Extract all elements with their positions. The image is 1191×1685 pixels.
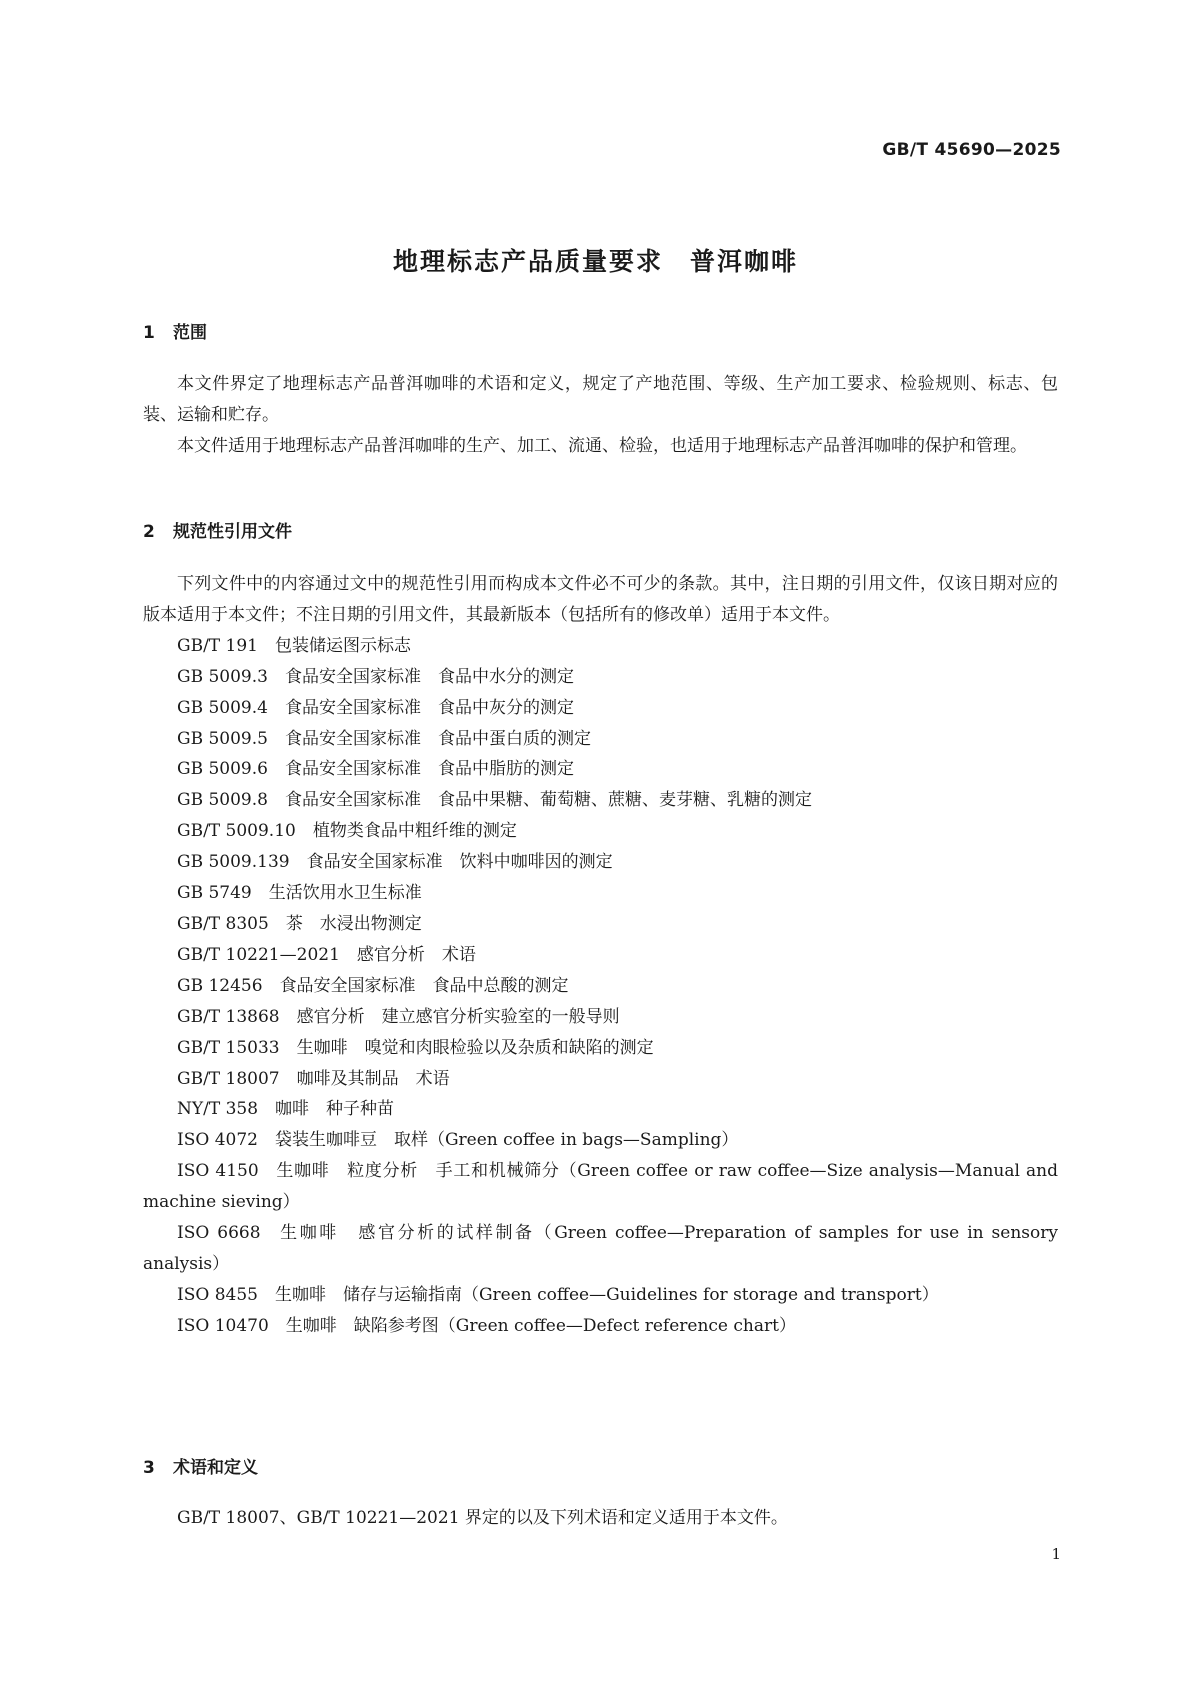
paragraph: 本文件界定了地理标志产品普洱咖啡的术语和定义，规定了产地范围、等级、生产加工要求、检验规则、标志、包装、运输和贮存。: [143, 374, 1058, 425]
reference-code: GB/T 15033: [177, 1037, 280, 1058]
reference-title: 包装储运图示标志: [275, 635, 411, 656]
intro-paragraph: 下列文件中的内容通过文中的规范性引用而构成本文件必不可少的条款。其中，注日期的引用文件，仅该日期对应的版本适用于本文件；不注日期的引用文件，其最新版本（包括所有的修改单）适用于本文件。: [143, 574, 1058, 625]
reference-code: GB 5009.8: [177, 790, 268, 811]
reference-code: GB/T 8305: [177, 913, 269, 934]
reference-item: [143, 909, 1058, 940]
reference-title: 食品安全国家标准 食品中灰分的测定: [284, 697, 574, 718]
reference-title: 生活饮用水卫生标准: [268, 883, 422, 904]
reference-title: 感官分析 建立感官分析实验室的一般导则: [296, 1006, 620, 1027]
reference-title: 生咖啡 储存与运输指南（Green coffee—Guidelines for storage and transport）: [274, 1284, 939, 1305]
section-number: 1: [143, 323, 155, 343]
section-title: 术语和定义: [173, 1458, 258, 1478]
reference-item: [143, 1002, 1058, 1033]
reference-title: 感官分析 术语: [356, 944, 476, 965]
section-3-body: [143, 1503, 1058, 1534]
section-number: 3: [143, 1458, 155, 1478]
reference-code: GB/T 191: [177, 635, 258, 656]
reference-code: NY/T 358: [177, 1099, 259, 1120]
section-title: 规范性引用文件: [173, 522, 292, 542]
reference-title: 食品安全国家标准 食品中果糖、葡萄糖、蔗糖、麦芽糖、乳糖的测定: [284, 790, 812, 811]
reference-title: 食品安全国家标准 食品中脂肪的测定: [284, 759, 574, 780]
reference-item: [143, 662, 1058, 693]
reference-item: [143, 693, 1058, 724]
reference-code: GB 5749: [177, 883, 252, 904]
paragraph: 本文件适用于地理标志产品普洱咖啡的生产、加工、流通、检验，也适用于地理标志产品普洱咖啡的保护和管理。: [177, 435, 1027, 456]
paragraph: GB/T 18007、GB/T 10221—2021 界定的以及下列术语和定义适用于本文件。: [177, 1508, 788, 1528]
reference-title: 袋装生咖啡豆 取样（Green coffee in bags—Sampling）: [274, 1130, 739, 1151]
reference-code: GB 5009.5: [177, 728, 268, 749]
reference-title: 食品安全国家标准 饮料中咖啡因的测定: [306, 852, 613, 873]
section-title: 范围: [173, 323, 207, 343]
reference-title: 咖啡及其制品 术语: [296, 1068, 450, 1089]
reference-code: ISO 10470: [177, 1315, 269, 1336]
reference-title: 生咖啡 缺陷参考图（Green coffee—Defect reference chart）: [285, 1315, 796, 1336]
document-title: 地理标志产品质量要求 普洱咖啡: [392, 247, 798, 276]
reference-item: [143, 847, 1058, 878]
section-1-body: [143, 369, 1058, 462]
reference-title: 植物类食品中粗纤维的测定: [312, 821, 517, 842]
reference-code: ISO 6668: [177, 1223, 261, 1244]
reference-item: [143, 631, 1058, 662]
section-2-body: [143, 569, 1058, 1342]
reference-item: [143, 785, 1058, 816]
section-3-heading: [143, 1453, 258, 1478]
standard-code: GB/T 45690—2025: [882, 140, 1061, 160]
reference-item: [143, 1033, 1058, 1064]
page-number: 1: [1051, 1545, 1061, 1563]
reference-code: GB 5009.3: [177, 666, 268, 687]
reference-item: [143, 878, 1058, 909]
section-1-heading: [143, 318, 207, 343]
reference-item: [143, 1156, 1058, 1218]
reference-title: 生咖啡 粒度分析 手工和机械筛分（Green coffee or raw coffee—Size analysis—Manual and machine sieving）: [143, 1161, 1058, 1213]
reference-item: [143, 1064, 1058, 1095]
reference-item: [143, 1280, 1058, 1311]
reference-code: ISO 4072: [177, 1130, 258, 1151]
reference-code: GB/T 10221—2021: [177, 944, 340, 965]
reference-list: [143, 631, 1058, 1342]
reference-code: ISO 8455: [177, 1284, 258, 1305]
reference-code: GB 5009.4: [177, 697, 268, 718]
reference-item: [143, 754, 1058, 785]
reference-item: [143, 724, 1058, 755]
reference-title: 食品安全国家标准 食品中水分的测定: [284, 666, 574, 687]
reference-item: [143, 1311, 1058, 1342]
reference-item: [143, 940, 1058, 971]
reference-item: [143, 816, 1058, 847]
reference-title: 茶 水浸出物测定: [285, 913, 422, 934]
section-number: 2: [143, 522, 155, 542]
reference-item: [143, 971, 1058, 1002]
reference-code: GB 12456: [177, 975, 263, 996]
reference-code: GB/T 13868: [177, 1006, 280, 1027]
reference-code: GB 5009.139: [177, 852, 290, 873]
reference-code: GB/T 18007: [177, 1068, 280, 1089]
section-2-heading: [143, 517, 292, 542]
reference-item: [143, 1125, 1058, 1156]
reference-title: 食品安全国家标准 食品中总酸的测定: [279, 975, 569, 996]
reference-title: 食品安全国家标准 食品中蛋白质的测定: [284, 728, 591, 749]
reference-code: GB 5009.6: [177, 759, 268, 780]
reference-item: [143, 1218, 1058, 1280]
reference-item: [143, 1094, 1058, 1125]
reference-title: 生咖啡 嗅觉和肉眼检验以及杂质和缺陷的测定: [296, 1037, 654, 1058]
reference-code: ISO 4150: [177, 1161, 259, 1182]
reference-code: GB/T 5009.10: [177, 821, 296, 842]
reference-title: 生咖啡 感官分析的试样制备（Green coffee—Preparation of samples for use in sensory analysis）: [143, 1223, 1058, 1274]
reference-title: 咖啡 种子种苗: [275, 1099, 395, 1120]
